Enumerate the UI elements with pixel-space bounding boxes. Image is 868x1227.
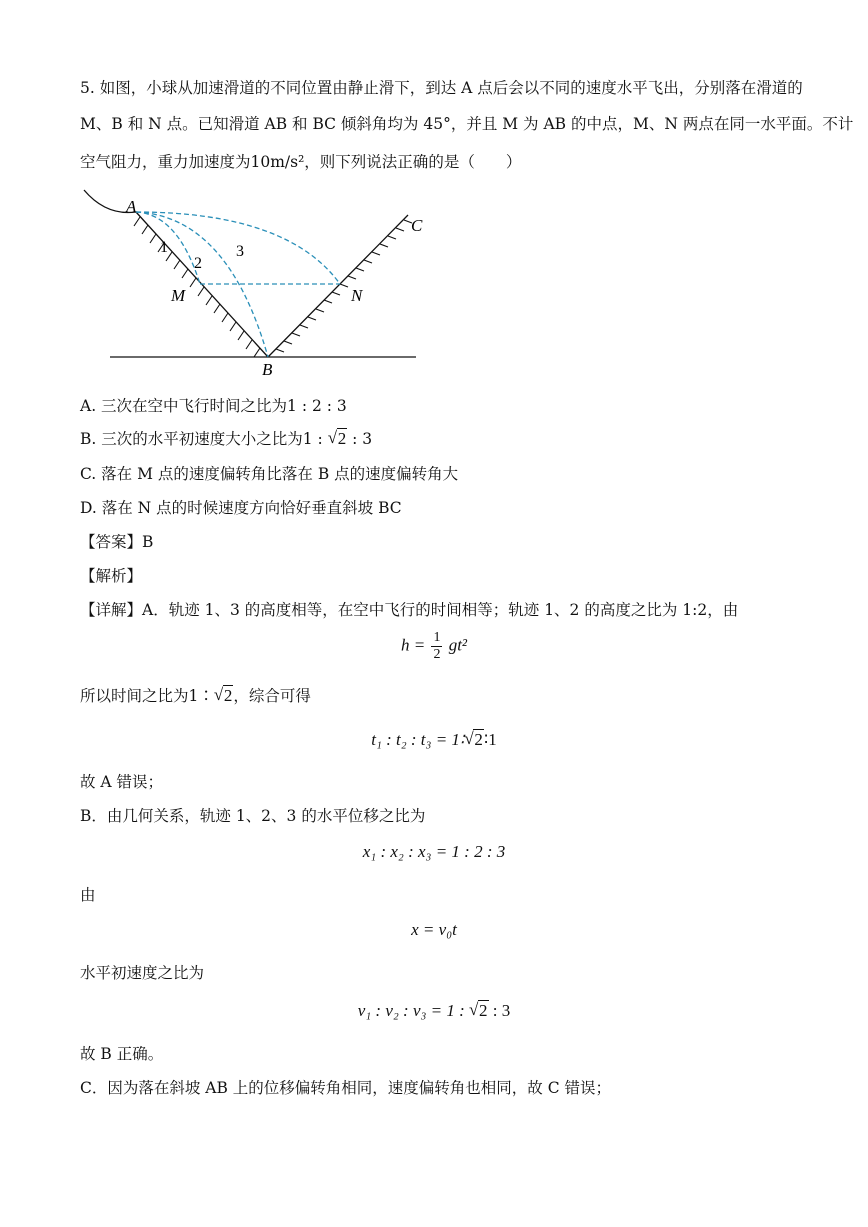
label-m: M (171, 286, 186, 305)
label-b: B (262, 360, 273, 379)
label-trajectory-3: 3 (236, 243, 244, 260)
option-b-prefix: B. 三次的水平初速度大小之比为1 : (80, 430, 328, 448)
equation-t-ratio: t₁ : t₂ : t₃ = 1∶√ 2∶1 (0, 730, 868, 750)
label-n: N (351, 286, 363, 305)
option-b-suffix: : 3 (347, 430, 373, 448)
detail-a-text2: 所以时间之比为1∶√ 2，综合可得 (80, 684, 311, 706)
hatch-ab (134, 217, 260, 357)
option-c: C. 落在 M 点的速度偏转角比落在 B 点的速度偏转角大 (80, 465, 459, 483)
detail-c-text: C．因为落在斜坡 AB 上的位移偏转角相同，速度偏转角也相同，故 C 错误； (80, 1079, 612, 1097)
question-line-2: M、B 和 N 点。已知滑道 AB 和 BC 倾斜角均为 45°，并且 M 为 AB 的中点，M、N 两点在同一水平面。不计 (80, 115, 854, 133)
label-c: C (411, 216, 423, 235)
a-text2-sqrt: √ 2 (214, 686, 234, 706)
answer: 【答案】B (80, 533, 154, 551)
eq1-fraction: $\frac{1}{2}$ (433, 630, 441, 662)
option-b (80, 427, 372, 449)
equation-x-ratio: x₁ : x₂ : x₃ = 1 : 2 : 3 (362, 842, 506, 861)
eq2-sqrt: √ 2 (464, 730, 484, 750)
option-d: D. 落在 N 点的时候速度方向恰好垂直斜坡 BC (80, 499, 402, 517)
equation-v-ratio: v₁ : v₂ : v₃ = 1 : √ 2 : 3 (0, 1001, 868, 1021)
slope-bc (268, 215, 408, 357)
detail-by: 由 (80, 886, 96, 904)
physics-diagram (78, 182, 428, 382)
label-a: A (126, 197, 137, 216)
eq5-sqrt: √ 2 (469, 1001, 489, 1021)
label-trajectory-2: 2 (194, 255, 202, 272)
option-a: A. 三次在空中飞行时间之比为1 : 2 : 3 (80, 397, 347, 415)
analysis-title: 【解析】 (80, 567, 143, 585)
detail-a-text: 【详解】A．轨迹 1、3 的高度相等，在空中飞行的时间相等；轨迹 1、2 的高度之比为 1:2，由 (80, 601, 739, 619)
eq1-rhs: gt² (448, 635, 468, 655)
hatch-bc (276, 220, 412, 352)
equation-x-v0t: x = v₀t (411, 920, 457, 939)
question-line-3: 空气阻力，重力加速度为10m/s²，则下列说法正确的是（ ） (80, 153, 522, 171)
eq1-lhs: h = (400, 635, 426, 655)
detail-a-conclusion: 故 A 错误； (80, 773, 164, 791)
detail-b-text2: 水平初速度之比为 (80, 964, 205, 982)
question-line-1: 5. 如图，小球从加速滑道的不同位置由静止滑下，到达 A 点后会以不同的速度水平飞出，分别落在滑道的 (80, 79, 803, 97)
detail-b-text: B．由几何关系，轨迹 1、2、3 的水平位移之比为 (80, 807, 426, 825)
label-trajectory-1: 1 (160, 239, 168, 256)
detail-b-conclusion: 故 B 正确。 (80, 1045, 164, 1063)
equation-h (0, 630, 868, 663)
option-b-sqrt: √ 2 (328, 429, 348, 449)
